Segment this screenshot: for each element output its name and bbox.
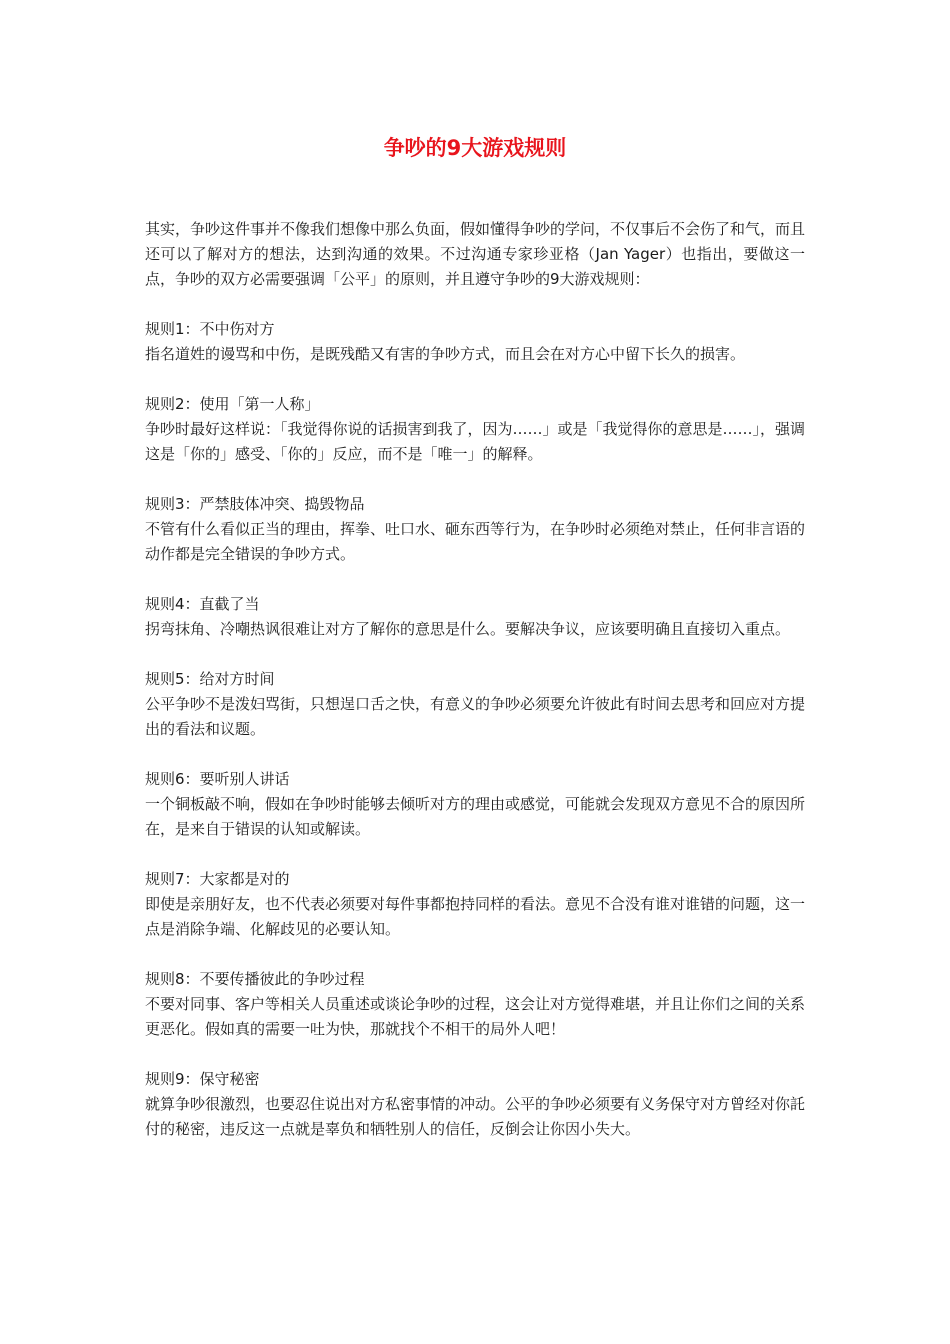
- rule-2: [145, 392, 805, 467]
- rule-body: 拐弯抹角、冷嘲热讽很难让对方了解你的意思是什么。要解决争议，应该要明确且直接切入重点。: [145, 620, 791, 638]
- document-body: [145, 217, 805, 1167]
- rule-body: 就算争吵很激烈，也要忍住说出对方私密事情的冲动。公平的争吵必须要有义务保守对方曾经对你託付的秘密，违反这一点就是辜负和牺牲别人的信任，反倒会让你因小失大。: [145, 1095, 806, 1138]
- rule-6: [145, 767, 805, 842]
- rule-body: 公平争吵不是泼妇骂街，只想逞口舌之快，有意义的争吵必须要允许彼此有时间去思考和回应对方提出的看法和议题。: [145, 695, 806, 738]
- rule-body: 争吵时最好这样说：「我觉得你说的话损害到我了，因为……」或是「我觉得你的意思是……」，强调这是「你的」感受、「你的」反应，而不是「唯一」的解释。: [145, 420, 806, 463]
- rule-heading: 规则8：不要传播彼此的争吵过程: [145, 970, 365, 988]
- rule-heading: 规则2：使用「第一人称」: [145, 395, 320, 413]
- rule-heading: 规则5：给对方时间: [145, 670, 275, 688]
- rule-1: [145, 317, 805, 367]
- rule-body: 不管有什么看似正当的理由，挥拳、吐口水、砸东西等行为，在争吵时必须绝对禁止，任何非言语的动作都是完全错误的争吵方式。: [145, 520, 806, 563]
- rule-body: 即使是亲朋好友，也不代表必须要对每件事都抱持同样的看法。意见不合没有谁对谁错的问题，这一点是消除争端、化解歧见的必要认知。: [145, 895, 806, 938]
- rule-body: 一个铜板敲不响，假如在争吵时能够去倾听对方的理由或感觉，可能就会发现双方意见不合的原因所在，是来自于错误的认知或解读。: [145, 795, 806, 838]
- rule-heading: 规则1：不中伤对方: [145, 320, 275, 338]
- rule-5: [145, 667, 805, 742]
- rule-8: [145, 967, 805, 1042]
- rule-heading: 规则7：大家都是对的: [145, 870, 290, 888]
- rule-heading: 规则6：要听别人讲话: [145, 770, 290, 788]
- rule-body: 指名道姓的谩骂和中伤，是既残酷又有害的争吵方式，而且会在对方心中留下长久的损害。: [145, 345, 746, 363]
- rule-7: [145, 867, 805, 942]
- intro-paragraph: 其实，争吵这件事并不像我们想像中那么负面，假如懂得争吵的学问，不仅事后不会伤了和气，而且还可以了解对方的想法，达到沟通的效果。不过沟通专家珍亚格（Jan Yager）也指出，要做这一点，争吵的双方必需要强调「公平」的原则，并且遵守争吵的9大游戏规则：: [145, 220, 806, 288]
- rule-4: [145, 592, 805, 642]
- rule-9: [145, 1067, 805, 1142]
- rule-3: [145, 492, 805, 567]
- rule-heading: 规则9：保守秘密: [145, 1070, 260, 1088]
- rule-heading: 规则4：直截了当: [145, 595, 260, 613]
- rule-heading: 规则3：严禁肢体冲突、捣毁物品: [145, 495, 365, 513]
- rule-body: 不要对同事、客户等相关人员重述或谈论争吵的过程，这会让对方觉得难堪，并且让你们之间的关系更恶化。假如真的需要一吐为快，那就找个不相干的局外人吧！: [145, 995, 806, 1038]
- document-title: 争吵的9大游戏规则: [383, 136, 567, 160]
